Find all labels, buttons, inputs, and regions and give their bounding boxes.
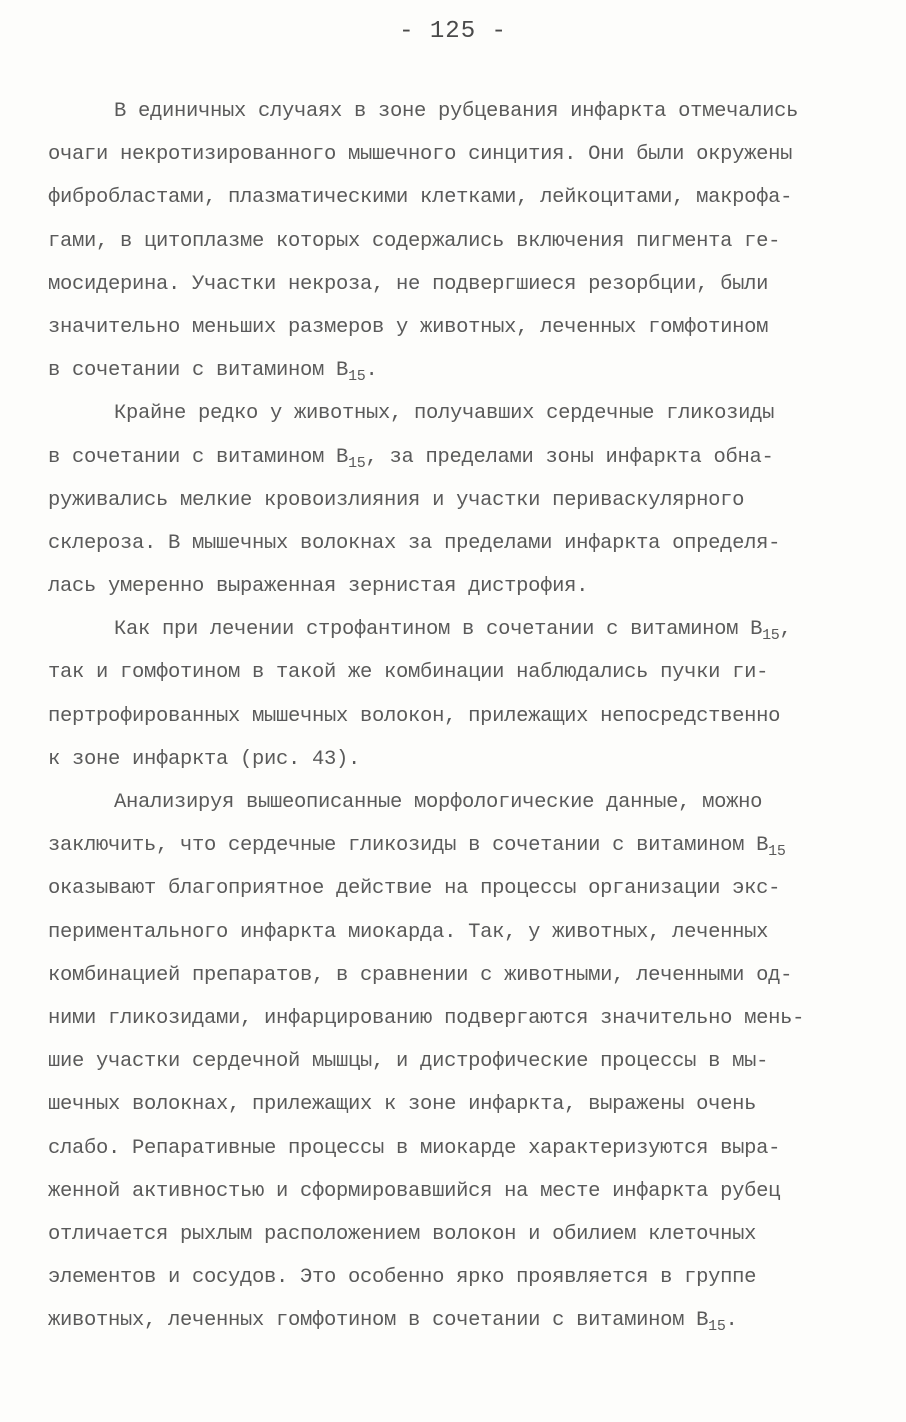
paragraph-line: в сочетании с витамином $B_{15}$, за пределами зоны инфаркта обна- <box>48 445 774 472</box>
subscript: 15 <box>348 368 366 386</box>
paragraph-line: отличается рыхлым расположением волокон и обилием клеточных <box>48 1222 757 1246</box>
paragraph-line: животных, леченных гомфотином в сочетании с витамином $B_{15}$. <box>48 1309 738 1336</box>
paragraph-line: фибробластами, плазматическими клетками, лейкоцитами, макрофа- <box>48 186 793 210</box>
paragraph-line: заключить, что сердечные гликозиды в сочетании с витамином $B_{15}$ <box>48 834 786 861</box>
paragraph-line: шие участки сердечной мышцы, и дистрофические процессы в мы- <box>48 1050 769 1074</box>
paragraph-line: так и гомфотином в такой же комбинации наблюдались пучки ги- <box>48 661 769 685</box>
paragraph-line: оказывают благоприятное действие на процессы организации экс- <box>48 877 781 901</box>
subscript: 15 <box>762 627 780 645</box>
paragraph-line: периментального инфаркта миокарда. Так, у животных, леченных <box>48 920 769 944</box>
body-text <box>48 90 858 1342</box>
paragraph-line: мосидерина. Участки некроза, не подвергшиеся резорбции, были <box>48 272 769 296</box>
paragraph-line: элементов и сосудов. Это особенно ярко проявляется в группе <box>48 1266 757 1290</box>
paragraph-line: слабо. Репаративные процессы в миокарде характеризуются выра- <box>48 1136 781 1160</box>
paragraph-line: шечных волокнах, прилежащих к зоне инфаркта, выражены очень <box>48 1093 757 1117</box>
paragraph-line: Крайне редко у животных, получавших сердечные гликозиды <box>114 402 775 426</box>
page-number: - 125 - <box>399 18 507 45</box>
paragraph-line: женной активностью и сформировавшийся на месте инфаркта рубец <box>48 1179 781 1203</box>
subscript: 15 <box>708 1318 726 1336</box>
paragraph-line: в сочетании с витамином $B_{15}$. <box>48 359 378 386</box>
paragraph-line: лась умеренно выраженная зернистая дистрофия. <box>48 575 589 599</box>
paragraph-line: руживались мелкие кровоизлияния и участки периваскулярного <box>48 488 745 512</box>
subscript: 15 <box>348 454 366 472</box>
paragraph-line: пертрофированных мышечных волокон, прилежащих непосредственно <box>48 704 781 728</box>
paragraph-line: В единичных случаях в зоне рубцевания инфаркта отмечались <box>114 100 799 123</box>
paragraph-line: комбинацией препаратов, в сравнении с животными, леченными од- <box>48 963 793 987</box>
paragraph-line: Анализируя вышеописанные морфологические данные, можно <box>114 791 763 814</box>
paragraph-line: Как при лечении строфантином в сочетании с витамином $B_{15}$, <box>114 618 792 645</box>
paragraph-line: очаги некротизированного мышечного синцития. Они были окружены <box>48 143 793 167</box>
paragraph-line: к зоне инфаркта (рис. 43). <box>48 747 361 771</box>
subscript: 15 <box>768 843 786 861</box>
paragraph-line: значительно меньших размеров у животных, леченных гомфотином <box>48 315 769 339</box>
paragraph-line: гами, в цитоплазме которых содержались включения пигмента ге- <box>48 229 781 253</box>
paragraph-line: ними гликозидами, инфарцированию подвергаются значительно мень- <box>48 1006 805 1030</box>
paragraph-line: склероза. В мышечных волокнах за пределами инфаркта определя- <box>48 531 781 555</box>
